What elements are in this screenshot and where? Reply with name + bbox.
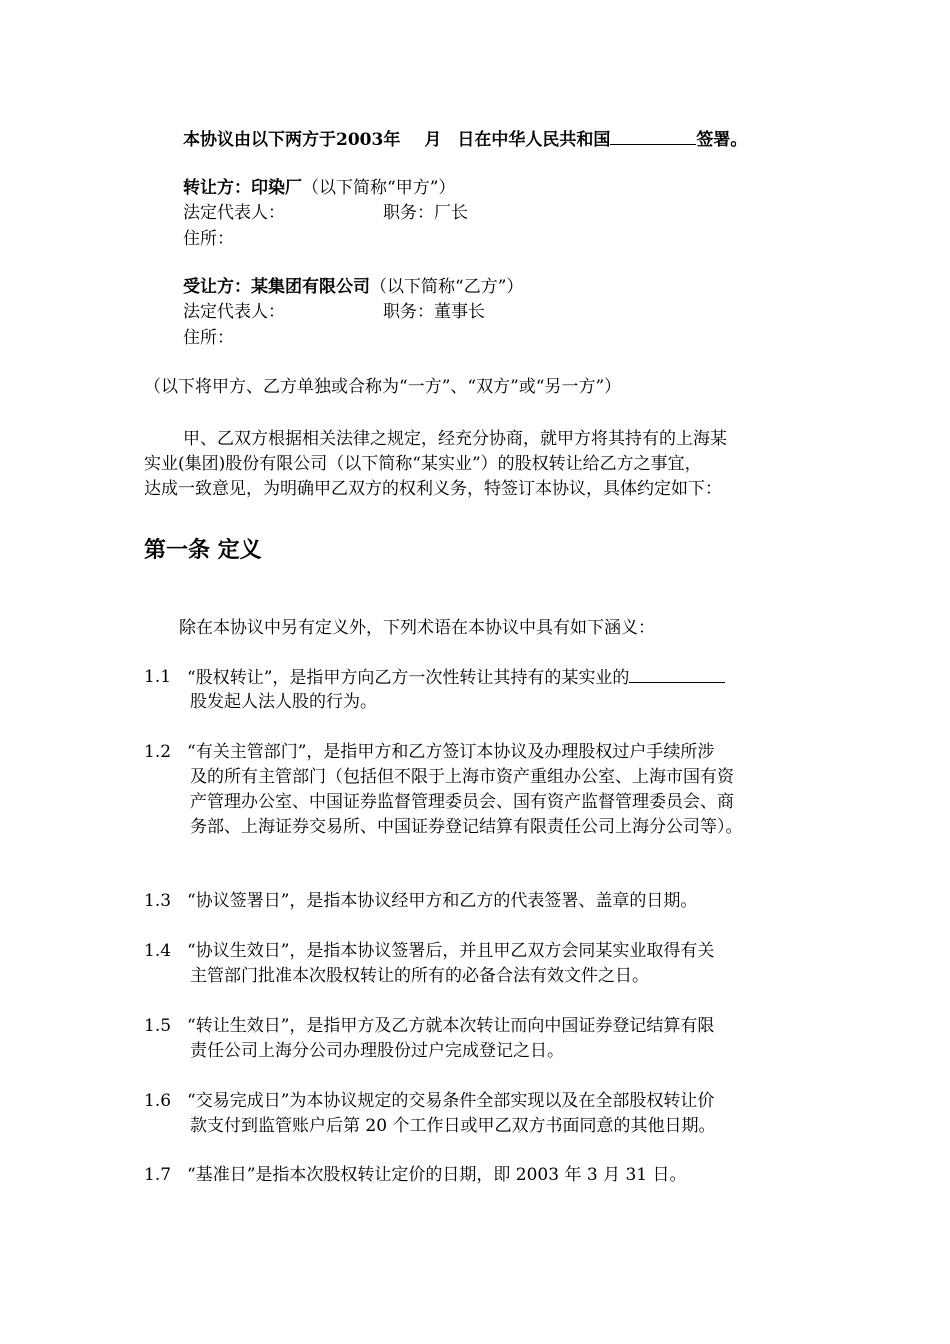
clause-number: 1.6 xyxy=(144,1091,172,1111)
transferee-name: 某集团有限公司 xyxy=(251,277,370,297)
clause-line: “协议签署日”，是指本协议经甲方和乙方的代表签署、盖章的日期。 xyxy=(187,891,698,911)
transferee-title: 职务：董事长 xyxy=(383,302,485,322)
place-blank xyxy=(610,128,696,145)
preamble-line: 达成一致意见，为明确甲乙双方的权利义务，特签订本协议，具体约定如下： xyxy=(144,479,722,499)
clause-number: 1.3 xyxy=(144,891,172,911)
clause-line: “交易完成日”为本协议规定的交易条件全部实现以及在全部股权转让价 xyxy=(187,1091,715,1111)
clause-line: 责任公司上海分公司办理股份过户完成登记之日。 xyxy=(190,1041,564,1061)
clause-line: “基准日”是指本次股权转让定价的日期，即 2003 年 3 月 31 日。 xyxy=(187,1165,687,1185)
clause-line: “有关主管部门”，是指甲方和乙方签订本协议及办理股权过户手续所涉 xyxy=(187,742,715,762)
intro-lead: 本协议由以下两方于 xyxy=(183,130,336,150)
transferor-rep-label: 法定代表人： xyxy=(183,203,285,223)
transferor-short: （以下简称“甲方”） xyxy=(302,178,456,198)
transferor-line xyxy=(183,177,455,199)
article-1-lead: 除在本协议中另有定义外，下列术语在本协议中具有如下涵义： xyxy=(179,618,655,638)
intro-month-unit: 月 xyxy=(424,130,442,150)
intro-line xyxy=(183,128,747,151)
shares-blank xyxy=(629,666,725,683)
transferee-label: 受让方： xyxy=(183,277,251,297)
clause-line: 产管理办公室、中国证券监督管理委员会、国有资产监督管理委员会、商 xyxy=(190,792,734,812)
intro-day-place: 日在中华人民共和国 xyxy=(457,130,611,150)
transferor-title: 职务：厂长 xyxy=(383,203,468,223)
clause-line: “协议生效日”，是指本协议签署后，并且甲乙双方会同某实业取得有关 xyxy=(187,941,715,961)
clause-line: 款支付到监管账户后第 20 个工作日或甲乙双方书面同意的其他日期。 xyxy=(190,1116,716,1136)
transferor-label: 转让方： xyxy=(183,178,251,198)
intro-year-unit: 年 xyxy=(383,130,401,150)
clause-number: 1.2 xyxy=(144,742,172,762)
article-1-heading: 第一条 定义 xyxy=(144,537,262,563)
intro-end: 签署。 xyxy=(696,130,748,150)
transferee-line xyxy=(183,276,523,298)
clause-number: 1.1 xyxy=(144,667,172,687)
clause-number: 1.5 xyxy=(144,1016,172,1036)
transferee-short: （以下简称“乙方”） xyxy=(370,277,524,297)
clause-line: 务部、上海证券交易所、中国证券登记结算有限责任公司上海分公司等）。 xyxy=(190,817,743,837)
clause-line: “转让生效日”，是指甲方及乙方就本次转让而向中国证券登记结算有限 xyxy=(187,1016,715,1036)
intro-year: 2003 xyxy=(336,130,384,150)
clause-line xyxy=(187,666,725,689)
transferee-rep-label: 法定代表人： xyxy=(183,302,285,322)
clause-line: 主管部门批准本次股权转让的所有的必备合法有效文件之日。 xyxy=(190,966,649,986)
clause-line: 及的所有主管部门（包括但不限于上海市资产重组办公室、上海市国有资 xyxy=(190,767,734,787)
transferee-address-label: 住所： xyxy=(183,328,234,348)
clause-number: 1.7 xyxy=(144,1165,172,1185)
clause-1-1-text: “股权转让”，是指甲方向乙方一次性转让其持有的某实业的 xyxy=(187,668,630,688)
clause-number: 1.4 xyxy=(144,941,172,961)
clause-line: 股发起人法人股的行为。 xyxy=(190,692,377,712)
preamble-line: 实业(集团)股份有限公司（以下简称“某实业”）的股权转让给乙方之事宜， xyxy=(144,454,702,474)
transferor-name: 印染厂 xyxy=(251,178,302,198)
preamble-line: 甲、乙双方根据相关法律之规定，经充分协商，就甲方将其持有的上海某 xyxy=(183,429,727,449)
transferor-address-label: 住所： xyxy=(183,229,234,249)
parties-note: （以下将甲方、乙方单独或合称为“一方”、“双方”或“另一方”） xyxy=(144,377,622,397)
